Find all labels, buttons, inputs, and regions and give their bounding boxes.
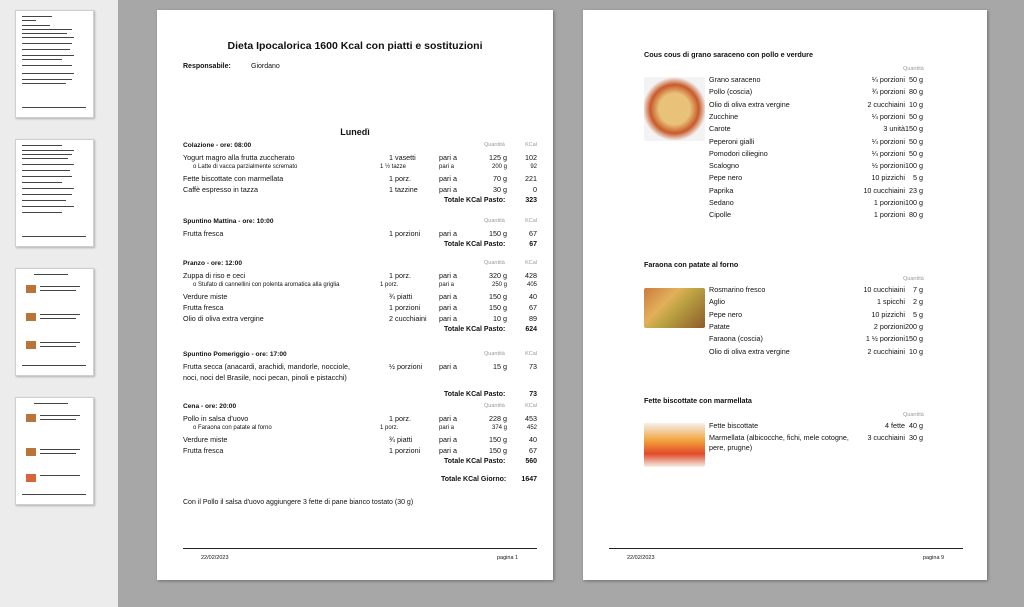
ingredient-quantity: 10 pizzichi xyxy=(871,173,905,183)
alternative-food: o Latte di vacca parzialmente scremato xyxy=(193,164,298,170)
ingredient-grams: 50 g xyxy=(909,136,923,146)
ingredient-name: Sedano xyxy=(709,198,734,207)
food-quantity: ¾ piatti xyxy=(389,292,413,301)
ingredient-name: Pomodori ciliegino xyxy=(709,148,768,158)
footer-page: pagina 9 xyxy=(923,555,945,561)
alternative-food: o Stufato di cannellini con polenta aromatica alla griglia xyxy=(193,282,340,288)
alternative-food: o Faraona con patate al forno xyxy=(193,425,272,431)
food-grams: 200 g xyxy=(491,164,507,170)
ingredient-grams: 80 g xyxy=(909,210,923,220)
ingredient-name: Zucchine xyxy=(709,111,739,121)
ingredient-name: Aglio xyxy=(709,297,725,307)
pari-a-label: pari a xyxy=(439,435,457,444)
ingredient-quantity: 1 porzioni xyxy=(873,198,905,207)
column-header-qty: Quantità xyxy=(484,403,505,409)
column-header-qty: Quantità xyxy=(484,260,505,266)
ingredient-grams: 7 g xyxy=(913,285,923,294)
ingredient-grams: 40 g xyxy=(909,421,923,430)
column-header-qty: Quantità xyxy=(903,412,924,418)
ingredient-quantity: ¼ porzioni xyxy=(871,75,905,84)
food-kcal: 89 xyxy=(529,314,537,323)
food-quantity: ½ porzioni xyxy=(389,362,423,371)
pari-a-label: pari a xyxy=(439,164,455,170)
meal-total-label: Totale KCal Pasto: xyxy=(444,391,506,398)
food-grams: 15 g xyxy=(493,362,507,371)
pari-a-label: pari a xyxy=(439,446,457,455)
recipe-title: Cous cous di grano saraceno con pollo e verdure xyxy=(644,50,813,59)
food-name: Fette biscottate con marmellata xyxy=(183,174,284,183)
ingredient-quantity: 2 porzioni xyxy=(873,321,905,331)
meal-total-label: Totale KCal Pasto: xyxy=(444,197,506,204)
ingredient-grams: 150 g xyxy=(905,124,923,134)
day-total-value: 1647 xyxy=(521,476,537,483)
meal-total-label: Totale KCal Pasto: xyxy=(444,458,506,465)
ingredient-quantity: 10 cucchiaini xyxy=(863,285,905,294)
page-thumbnail-3[interactable] xyxy=(15,268,94,376)
food-quantity: ¾ piatti xyxy=(389,435,413,444)
meal-total-value: 73 xyxy=(529,391,537,398)
column-header-qty: Quantità xyxy=(484,218,505,224)
footer-divider xyxy=(609,548,963,549)
day-heading: Lunedì xyxy=(340,127,370,137)
food-quantity: 1 porz. xyxy=(389,271,411,280)
food-name: Yogurt magro alla frutta zuccherato xyxy=(183,153,295,162)
meal-total-value: 560 xyxy=(525,458,537,465)
food-kcal: 73 xyxy=(529,362,537,371)
ingredient-name: Carote xyxy=(709,124,731,134)
footer-page: pagina 1 xyxy=(497,555,519,561)
ingredient-name: Olio di oliva extra vergine xyxy=(709,346,790,356)
meal-total-label: Totale KCal Pasto: xyxy=(444,326,506,333)
column-header-qty: Quantità xyxy=(484,351,505,357)
ingredient-quantity: 4 fette xyxy=(885,421,905,430)
food-quantity: 1 porz. xyxy=(380,282,399,288)
food-grams: 125 g xyxy=(489,153,507,162)
ingredient-grams: 10 g xyxy=(909,346,923,356)
pari-a-label: pari a xyxy=(439,282,455,288)
food-grams: 250 g xyxy=(491,282,507,288)
pari-a-label: pari a xyxy=(439,174,457,183)
note: Con il Pollo il salsa d'uovo aggiungere 3 fette di pane bianco tostato (30 g) xyxy=(183,499,414,506)
document-page-1 xyxy=(157,10,553,580)
food-name: Frutta fresca xyxy=(183,229,224,238)
food-name: Frutta fresca xyxy=(183,303,224,312)
column-header-kcal: KCal xyxy=(525,403,537,409)
recipe-photo xyxy=(644,423,705,467)
ingredient-grams: 30 g xyxy=(909,433,923,443)
meal-header: Pranzo - ore: 12:00 xyxy=(183,260,242,267)
responsabile-value: Giordano xyxy=(251,63,280,70)
pari-a-label: pari a xyxy=(439,303,457,312)
ingredient-quantity: 1 spicchi xyxy=(877,297,905,307)
column-header-kcal: KCal xyxy=(525,351,537,357)
document-page-9 xyxy=(583,10,987,580)
ingredient-name: Rosmarino fresco xyxy=(709,285,766,294)
food-grams: 30 g xyxy=(493,185,507,194)
page-thumbnail-panel xyxy=(0,0,118,607)
ingredient-name: Pepe nero xyxy=(709,173,743,183)
food-grams: 374 g xyxy=(491,425,507,431)
ingredient-quantity: 2 cucchiaini xyxy=(867,99,905,109)
ingredient-name: Peperoni gialli xyxy=(709,136,755,146)
ingredient-grams: 100 g xyxy=(905,161,923,171)
page-thumbnail-2[interactable] xyxy=(15,139,94,247)
food-kcal: 0 xyxy=(533,185,537,194)
ingredient-quantity: ¼ porzioni xyxy=(871,148,905,158)
ingredient-quantity: 3 unità xyxy=(883,124,905,134)
food-kcal: 428 xyxy=(525,271,537,280)
column-header-qty: Quantità xyxy=(484,142,505,148)
ingredient-quantity: ¾ porzioni xyxy=(871,87,905,97)
ingredient-grams: 80 g xyxy=(909,87,923,97)
column-header-qty: Quantità xyxy=(903,66,924,72)
food-quantity: 1 porzioni xyxy=(389,229,421,238)
footer-divider xyxy=(183,548,537,549)
column-header-kcal: KCal xyxy=(525,142,537,148)
ingredient-quantity: 1 porzioni xyxy=(873,210,905,220)
recipe-photo xyxy=(644,288,705,328)
ingredient-quantity: ½ porzioni xyxy=(871,161,905,171)
ingredient-grams: 200 g xyxy=(905,321,923,331)
food-name: Frutta secca (anacardi, arachidi, mandorle, nocciole, xyxy=(183,362,350,371)
ingredient-name: pere, prugne) xyxy=(709,443,753,453)
food-quantity: 1 porz. xyxy=(389,414,411,423)
food-grams: 150 g xyxy=(489,446,507,455)
ingredient-grams: 50 g xyxy=(909,75,923,84)
ingredient-grams: 50 g xyxy=(909,111,923,121)
food-quantity: 1 porz. xyxy=(380,425,399,431)
ingredient-name: Pollo (coscia) xyxy=(709,87,753,97)
food-kcal: 453 xyxy=(525,414,537,423)
meal-header: Cena - ore: 20:00 xyxy=(183,403,237,410)
recipe-title: Faraona con patate al forno xyxy=(644,260,739,269)
ingredient-name: Faraona (coscia) xyxy=(709,334,763,344)
ingredient-name: Grano saraceno xyxy=(709,75,761,84)
meal-total-value: 624 xyxy=(525,326,537,333)
food-name: noci, noci del Brasile, noci pecan, pinoli e pistacchi) xyxy=(183,373,347,382)
ingredient-name: Olio di oliva extra vergine xyxy=(709,99,790,109)
ingredient-name: Paprika xyxy=(709,185,734,195)
ingredient-name: Marmellata (albicocche, fichi, mele cotogne, xyxy=(709,433,849,443)
ingredient-grams: 50 g xyxy=(909,148,923,158)
pari-a-label: pari a xyxy=(439,271,457,280)
meal-total-label: Totale KCal Pasto: xyxy=(444,241,506,248)
meal-header: Colazione - ore: 08:00 xyxy=(183,142,252,149)
food-name: Olio di oliva extra vergine xyxy=(183,314,264,323)
column-header-qty: Quantità xyxy=(903,276,924,282)
food-kcal: 221 xyxy=(525,174,537,183)
pari-a-label: pari a xyxy=(439,229,457,238)
ingredient-grams: 5 g xyxy=(913,309,923,319)
column-header-kcal: KCal xyxy=(525,260,537,266)
footer-date: 22/02/2023 xyxy=(201,555,229,561)
pari-a-label: pari a xyxy=(439,425,455,431)
food-name: Verdure miste xyxy=(183,435,228,444)
page-thumbnail-4[interactable] xyxy=(15,397,94,505)
food-name: Pollo in salsa d'uovo xyxy=(183,414,249,423)
food-grams: 10 g xyxy=(493,314,507,323)
ingredient-quantity: 3 cucchiaini xyxy=(867,433,905,443)
recipe-title: Fette biscottate con marmellata xyxy=(644,396,752,405)
food-quantity: 1 vasetti xyxy=(389,153,416,162)
food-kcal: 92 xyxy=(530,164,537,170)
food-grams: 150 g xyxy=(489,303,507,312)
food-grams: 150 g xyxy=(489,435,507,444)
food-quantity: 1 porz. xyxy=(389,174,411,183)
ingredient-name: Pepe nero xyxy=(709,309,743,319)
pari-a-label: pari a xyxy=(439,185,457,194)
food-quantity: 1 porzioni xyxy=(389,303,421,312)
pari-a-label: pari a xyxy=(439,414,457,423)
ingredient-quantity: ¼ porzioni xyxy=(871,111,905,121)
ingredient-name: Scalogno xyxy=(709,161,739,171)
food-quantity: 1 tazzine xyxy=(389,185,418,194)
food-grams: 228 g xyxy=(489,414,507,423)
food-quantity: 1 porzioni xyxy=(389,446,421,455)
responsabile-label: Responsabile: xyxy=(183,63,231,70)
ingredient-quantity: 1 ½ porzioni xyxy=(865,334,905,344)
food-name: Zuppa di riso e ceci xyxy=(183,271,246,280)
ingredient-name: Cipolle xyxy=(709,210,731,220)
footer-date: 22/02/2023 xyxy=(627,555,655,561)
pari-a-label: pari a xyxy=(439,314,457,323)
food-kcal: 40 xyxy=(529,435,537,444)
food-kcal: 452 xyxy=(526,425,537,431)
ingredient-quantity: 10 cucchiaini xyxy=(863,185,905,195)
food-name: Frutta fresca xyxy=(183,446,224,455)
food-name: Verdure miste xyxy=(183,292,228,301)
food-quantity: 2 cucchiaini xyxy=(389,314,427,323)
ingredient-grams: 5 g xyxy=(913,173,923,183)
ingredient-name: Patate xyxy=(709,321,730,331)
meal-total-value: 67 xyxy=(529,241,537,248)
ingredient-grams: 2 g xyxy=(913,297,923,307)
ingredient-grams: 10 g xyxy=(909,99,923,109)
food-kcal: 40 xyxy=(529,292,537,301)
ingredient-quantity: 2 cucchiaini xyxy=(867,346,905,356)
day-total-label: Totale KCal Giorno: xyxy=(441,476,507,483)
meal-header: Spuntino Pomeriggio - ore: 17:00 xyxy=(183,351,287,358)
page-thumbnail-1[interactable] xyxy=(15,10,94,118)
pari-a-label: pari a xyxy=(439,153,457,162)
food-kcal: 67 xyxy=(529,446,537,455)
food-grams: 150 g xyxy=(489,229,507,238)
food-name: Caffè espresso in tazza xyxy=(183,185,258,194)
page-title: Dieta Ipocalorica 1600 Kcal con piatti e sostituzioni xyxy=(227,40,483,52)
meal-total-value: 323 xyxy=(525,197,537,204)
recipe-photo xyxy=(644,77,705,141)
meal-header: Spuntino Mattina - ore: 10:00 xyxy=(183,218,274,225)
food-grams: 70 g xyxy=(493,174,507,183)
pari-a-label: pari a xyxy=(439,292,457,301)
food-kcal: 67 xyxy=(529,303,537,312)
column-header-kcal: KCal xyxy=(525,218,537,224)
pari-a-label: pari a xyxy=(439,362,457,371)
food-grams: 320 g xyxy=(489,271,507,280)
food-grams: 150 g xyxy=(489,292,507,301)
ingredient-quantity: 10 pizzichi xyxy=(871,309,905,319)
food-kcal: 67 xyxy=(529,229,537,238)
ingredient-grams: 150 g xyxy=(905,334,923,344)
ingredient-quantity: ¼ porzioni xyxy=(871,136,905,146)
ingredient-name: Fette biscottate xyxy=(709,421,759,430)
food-kcal: 405 xyxy=(526,282,537,288)
ingredient-grams: 100 g xyxy=(905,198,923,207)
food-kcal: 102 xyxy=(525,153,537,162)
food-quantity: 1 ½ tazze xyxy=(380,164,407,170)
ingredient-grams: 23 g xyxy=(909,185,923,195)
